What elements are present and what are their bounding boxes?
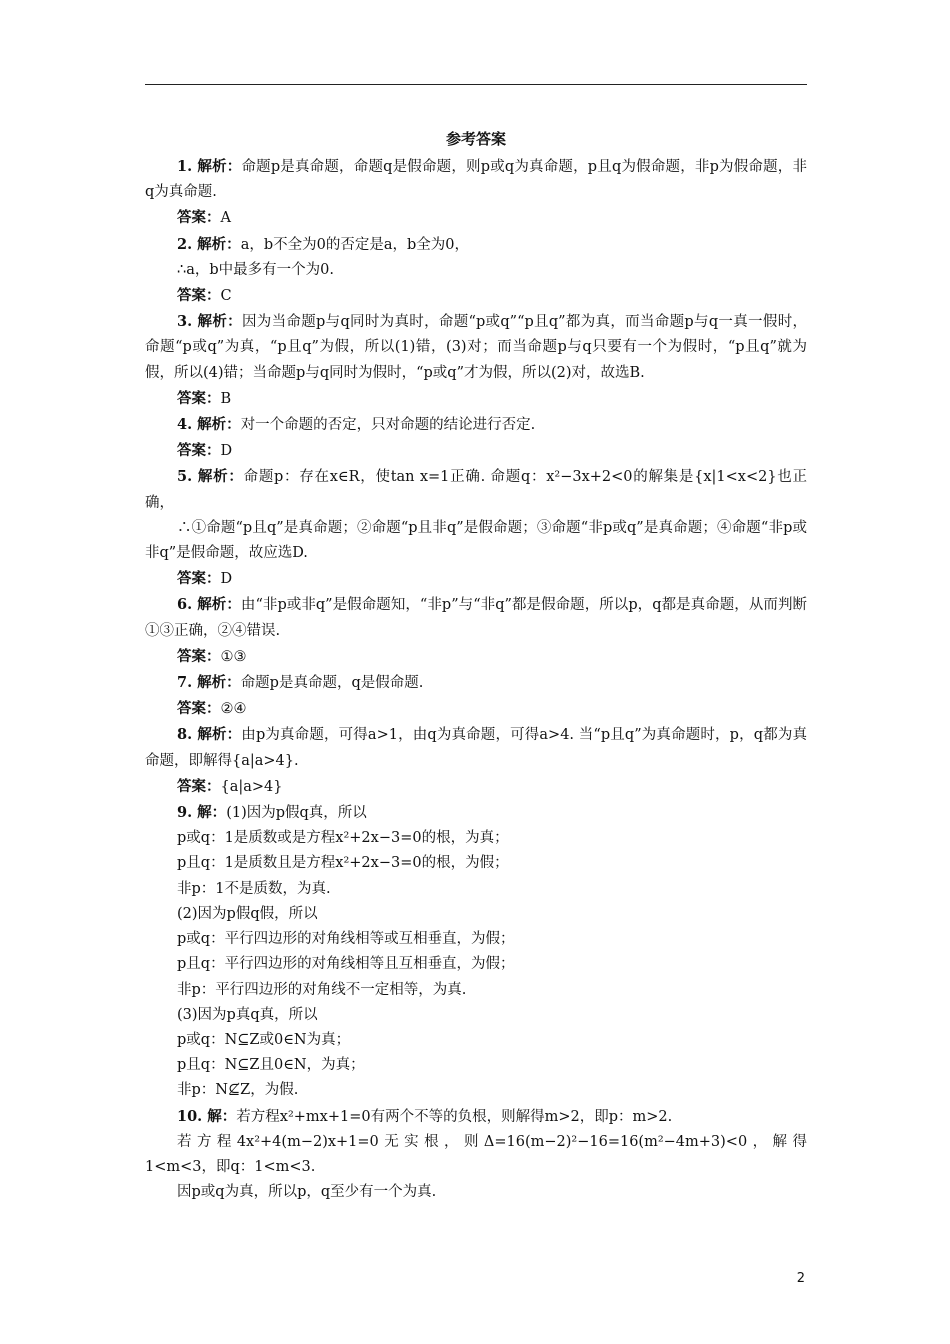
answer-line-text: 命题p：存在x∈R，使tan x=1正确. 命题q：x²−3x+2<0的解集是{x|1<x<2}也正确，	[145, 469, 807, 511]
answer-line-text: ∴①命题“p且q”是真命题；②命题“p且非q”是假命题；③命题“非p或q”是真命题；④命题“非p或非q”是假命题，故应选D.	[145, 519, 807, 562]
answer-line-label: 答案：	[177, 442, 221, 460]
answer-line	[145, 258, 807, 283]
answer-line	[145, 1053, 807, 1078]
answer-line	[145, 205, 807, 231]
answer-line-text: (1)因为p假q真，所以	[226, 805, 367, 822]
answer-line-text: 因为当命题p与q同时为真时，命题“p或q”“p且q”都为真，而当命题p与q一真一假时，命题“p或q”为真，“p且q”为假，所以(1)错，(3)对；而当命题p与q只要有一个为假时，“p且q”就为假，所以(4)错；当命题p与q同时为假时，“p或q”才为假，所以(2)对，故选B.	[145, 314, 808, 381]
answer-line-text: 因p或q为真，所以p，q至少有一个为真.	[177, 1184, 437, 1201]
answer-line-text: D	[220, 571, 233, 588]
answer-line-label: 8. 解析：	[177, 726, 242, 744]
answer-line-label: 答案：	[177, 700, 221, 718]
answer-line	[145, 978, 807, 1003]
answer-line-label: 6. 解析：	[177, 596, 241, 614]
answer-line-text: (3)因为p真q真，所以	[177, 1006, 318, 1023]
page-number: 2	[796, 1271, 805, 1286]
answer-line	[145, 774, 807, 800]
answer-line-label: 答案：	[177, 287, 221, 305]
answer-line-label: 3. 解析：	[177, 313, 242, 331]
answer-line-text: p或q：1是质数或是方程x²+2x−3=0的根，为真；	[177, 830, 509, 847]
header-rule	[145, 84, 807, 85]
answer-line	[145, 1180, 807, 1205]
answer-line	[145, 1028, 807, 1053]
answer-line	[145, 927, 807, 952]
answer-content	[145, 154, 807, 1205]
answer-line-text: B	[220, 390, 232, 407]
answer-line-text: A	[220, 210, 231, 227]
answer-line	[145, 309, 807, 386]
answer-line	[145, 154, 807, 205]
answer-line	[145, 800, 807, 826]
answer-line	[145, 1104, 807, 1130]
answer-line	[145, 386, 807, 412]
answer-line	[145, 644, 807, 670]
answer-line	[145, 722, 807, 773]
answer-line	[145, 1078, 807, 1103]
answer-line-text: 由“非p或非q”是假命题知，“非p”与“非q”都是假命题，所以p，q都是真命题，从而判断①③正确，②④错误.	[145, 597, 808, 639]
answer-line-label: 答案：	[177, 570, 221, 588]
answer-line	[145, 851, 807, 876]
answer-line	[145, 1130, 807, 1180]
answer-line-text: p且q：平行四边形的对角线相等且互相垂直，为假；	[177, 956, 515, 973]
answer-line-label: 答案：	[177, 777, 221, 795]
answer-line-text: p且q：1是质数且是方程x²+2x−3=0的根，为假；	[177, 855, 509, 872]
answer-line-label: 9. 解：	[177, 804, 227, 822]
answer-line-text: D	[220, 443, 233, 460]
answer-line	[145, 670, 807, 696]
answer-line-text: p或q：N⊆Z或0∈N为真；	[177, 1031, 351, 1048]
answer-line-text: 非p：平行四边形的对角线不一定相等，为真.	[177, 981, 467, 998]
answer-line-text: {a|a>4}	[220, 778, 283, 795]
answer-line-text: p且q：N⊆Z且0∈N，为真；	[177, 1057, 365, 1074]
answer-line-text: ②④	[220, 701, 247, 718]
answer-line	[145, 412, 807, 438]
answer-line-label: 答案：	[177, 209, 221, 227]
answer-line	[145, 438, 807, 464]
answer-line	[145, 592, 807, 643]
answer-line-text: 命题p是真命题，q是假命题.	[240, 675, 424, 692]
answer-line-label: 答案：	[177, 647, 221, 665]
answer-line-label: 10. 解：	[177, 1107, 237, 1125]
answer-line	[145, 952, 807, 977]
answer-line-label: 5. 解析：	[177, 468, 244, 486]
answer-line-label: 4. 解析：	[177, 416, 241, 434]
answer-line-text: p或q：平行四边形的对角线相等或互相垂直，为假；	[177, 931, 515, 948]
answer-line-text: 命题p是真命题，命题q是假命题，则p或q为真命题，p且q为假命题，非p为假命题，非q为真命题.	[145, 159, 807, 201]
answer-line	[145, 877, 807, 902]
answer-line	[145, 1003, 807, 1028]
answer-line-text: (2)因为p假q假，所以	[177, 905, 318, 922]
answer-line	[145, 232, 807, 258]
answer-line	[145, 516, 807, 566]
answer-line-text: 若方程4x²+4(m−2)x+1=0无实根，则Δ=16(m−2)²−16=16(m²−4m+3)<0，解得1<m<3，即q：1<m<3.	[145, 1133, 807, 1175]
answer-line	[145, 696, 807, 722]
answer-line-text: ∴a，b中最多有一个为0.	[177, 261, 334, 278]
answer-line-text: ①③	[220, 648, 247, 665]
answer-line-text: C	[220, 288, 232, 305]
answer-line-text: 非p：1不是质数，为真.	[177, 880, 331, 897]
answer-line-text: 非p：N⊈Z，为假.	[177, 1082, 299, 1099]
answer-line-label: 答案：	[177, 389, 221, 407]
answer-line	[145, 826, 807, 851]
answer-line-label: 7. 解析：	[177, 674, 241, 692]
page-title: 参考答案	[445, 130, 506, 148]
answer-line-text: 由p为真命题，可得a>1，由q为真命题，可得a>4. 当“p且q”为真命题时，p，q都为真命题，即解得{a|a>4}.	[145, 727, 807, 769]
answer-line-label: 1. 解析：	[177, 158, 242, 175]
answer-line	[145, 283, 807, 309]
answer-line-text: 对一个命题的否定，只对命题的结论进行否定.	[240, 417, 536, 434]
answer-line	[145, 902, 807, 927]
answer-line-text: 若方程x²+mx+1=0有两个不等的负根，则解得m>2，即p：m>2.	[236, 1108, 673, 1125]
answer-line	[145, 464, 807, 515]
answer-line-label: 2. 解析：	[177, 235, 241, 253]
answer-line	[145, 566, 807, 592]
answer-line-text: a，b不全为0的否定是a，b全为0，	[240, 236, 469, 253]
